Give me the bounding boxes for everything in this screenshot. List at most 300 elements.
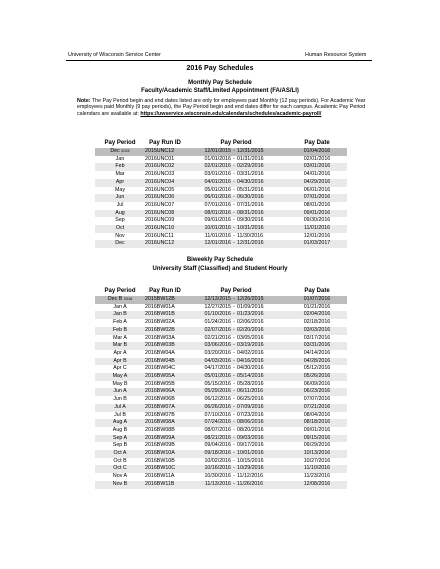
header-rule [66, 60, 372, 61]
table-row [95, 465, 347, 473]
monthly-table [95, 138, 347, 248]
pay-period-cell [95, 442, 145, 450]
pay-date-cell [287, 442, 347, 450]
pay-period-cell [95, 319, 145, 327]
table-row [95, 210, 347, 218]
table-row [95, 327, 347, 335]
range-dash: - [231, 350, 237, 358]
pay-period-cell-text: Nov B [112, 480, 128, 487]
range-dash: - [231, 217, 237, 225]
biweekly-rows [95, 296, 347, 489]
period-end-cell-text: 02/29/2016 [237, 163, 264, 170]
pay-date-cell [287, 465, 347, 473]
pay-period-cell-text: Mar [115, 171, 125, 178]
period-end-cell [237, 148, 287, 156]
pay-date-cell [287, 396, 347, 404]
table-row [95, 419, 347, 427]
pay-period-cell [95, 350, 145, 358]
pay-run-id-cell-text: 2016UNC06 [145, 194, 175, 201]
period-start-cell-text: 02/01/2016 [204, 163, 231, 170]
monthly-subheading: Faculty/Academic Staff/Limited Appointment (FA/AS/LI) [141, 88, 299, 94]
pay-run-id-cell [145, 450, 185, 458]
period-end-cell [237, 335, 287, 343]
table-row [95, 179, 347, 187]
period-end-cell-text: 11/26/2016 [237, 480, 264, 487]
period-end-cell [237, 365, 287, 373]
pay-run-id-cell [145, 427, 185, 435]
pay-run-id-cell [145, 210, 185, 218]
pay-period-cell [95, 202, 145, 210]
period-start-cell [185, 396, 231, 404]
pay-run-id-cell [145, 319, 185, 327]
pay-period-cell-text: Sep B [112, 442, 128, 449]
pay-run-id-cell-text: 2016UNC01 [145, 155, 175, 162]
period-start-cell [185, 458, 231, 466]
pay-date-cell [287, 404, 347, 412]
period-end-cell [237, 187, 287, 195]
pay-period-cell-text: Jun A [113, 388, 127, 395]
pay-period-cell [95, 327, 145, 335]
range-dash: - [231, 240, 237, 248]
table-row [95, 233, 347, 241]
period-end-cell-text: 06/30/2016 [237, 194, 264, 201]
period-start-cell [185, 187, 231, 195]
period-end-cell-text: 12/31/2015 [237, 148, 264, 154]
range-dash: - [231, 179, 237, 187]
pay-run-id-cell [145, 373, 185, 381]
period-start-cell [185, 373, 231, 381]
period-start-cell [185, 163, 231, 171]
table-row [95, 156, 347, 164]
pay-period-cell [95, 233, 145, 241]
pay-period-cell-text: Jul B [114, 411, 126, 418]
table-row [95, 187, 347, 195]
pay-period-cell [95, 450, 145, 458]
pay-run-id-cell [145, 350, 185, 358]
biweekly-table [95, 286, 347, 489]
pay-date-cell-text: 03/01/2016 [303, 163, 331, 170]
period-end-cell-text: 01/09/2016 [237, 303, 264, 310]
period-end-cell [237, 450, 287, 458]
pay-date-cell-text: 03/03/2016 [303, 326, 331, 333]
period-start-cell-text: 12/01/2016 [204, 240, 231, 247]
period-end-cell-text: 09/17/2016 [237, 442, 264, 449]
pay-run-id-cell-text: 2016BW01B [145, 311, 175, 318]
pay-date-cell [287, 304, 347, 312]
period-end-cell [237, 458, 287, 466]
range-dash: - [231, 194, 237, 202]
pay-date-cell [287, 342, 347, 350]
range-dash: - [231, 465, 237, 473]
period-start-cell-text: 11/13/2016 [204, 480, 231, 487]
pay-date-cell-text: 12/08/2016 [303, 480, 331, 487]
pay-run-id-cell [145, 358, 185, 366]
pay-run-id-cell [145, 233, 185, 241]
pay-date-cell [287, 217, 347, 225]
period-start-cell-text: 10/01/2016 [204, 225, 231, 232]
pay-date-cell [287, 179, 347, 187]
pay-date-cell-text: 04/01/2016 [303, 171, 331, 178]
period-start-cell [185, 342, 231, 350]
range-dash: - [231, 233, 237, 241]
pay-run-id-cell-text: 2015BW12B [145, 296, 175, 302]
period-start-cell [185, 225, 231, 233]
range-dash: - [231, 388, 237, 396]
pay-run-id-cell-text: 2016BW10B [145, 457, 175, 464]
table-row [95, 194, 347, 202]
pay-date-cell-text: 12/01/2016 [303, 232, 331, 239]
period-end-cell [237, 225, 287, 233]
period-end-cell-text: 05/14/2016 [237, 373, 264, 380]
pay-period-cell [95, 412, 145, 420]
col-pay-date: Pay Date [304, 288, 330, 294]
period-start-cell-text: 09/01/2016 [204, 217, 231, 224]
pay-run-id-cell [145, 225, 185, 233]
col-pay-period-range: Pay Period [220, 288, 252, 294]
pay-date-cell-text: 06/09/2016 [303, 380, 331, 387]
pay-period-cell [95, 381, 145, 389]
pay-run-id-cell [145, 217, 185, 225]
col-pay-period: Pay Period [104, 288, 136, 294]
monthly-header-row [95, 138, 347, 148]
period-start-cell [185, 350, 231, 358]
pay-period-cell [95, 187, 145, 195]
range-dash: - [231, 435, 237, 443]
range-dash: - [231, 327, 237, 335]
table-row [95, 148, 347, 156]
pay-run-id-cell-text: 2016BW08B [145, 426, 175, 433]
period-end-cell-text: 12/26/2015 [237, 296, 264, 302]
period-end-cell [237, 156, 287, 164]
period-end-cell-text: 11/30/2016 [237, 232, 264, 239]
period-start-cell [185, 156, 231, 164]
period-end-cell [237, 435, 287, 443]
period-end-cell [237, 388, 287, 396]
pay-run-id-cell-text: 2016BW05B [145, 380, 175, 387]
pay-date-cell [287, 388, 347, 396]
pay-date-cell [287, 419, 347, 427]
table-row [95, 396, 347, 404]
period-end-cell [237, 311, 287, 319]
pay-run-id-cell-text: 2016BW09A [145, 434, 175, 441]
pay-run-id-cell [145, 335, 185, 343]
pay-run-id-cell-text: 2016BW08A [145, 419, 175, 426]
pay-run-id-cell [145, 187, 185, 195]
table-row [95, 319, 347, 327]
pay-period-cell-text: Feb B [112, 326, 128, 333]
pay-period-cell [95, 335, 145, 343]
period-start-cell-text: 01/24/2016 [204, 319, 231, 326]
period-end-cell-text: 11/12/2016 [237, 473, 264, 480]
pay-date-cell-text: 08/01/2016 [303, 201, 331, 208]
pay-period-cell-text: Dec [110, 148, 120, 154]
table-row [95, 442, 347, 450]
pay-date-cell-text: 02/04/2016 [303, 311, 331, 318]
pay-run-id-cell [145, 148, 185, 156]
period-end-cell-text: 09/03/2016 [237, 434, 264, 441]
period-end-cell-text: 07/31/2016 [237, 201, 264, 208]
pay-period-cell [95, 311, 145, 319]
period-start-cell [185, 148, 231, 156]
pay-period-cell-text: Mar B [112, 342, 128, 349]
period-start-cell-text: 02/21/2016 [204, 334, 231, 341]
period-end-cell-text: 04/30/2016 [237, 365, 264, 372]
period-start-cell-text: 07/24/2016 [204, 419, 231, 426]
period-start-cell-text: 12/27/2015 [204, 303, 231, 310]
pay-date-cell [287, 327, 347, 335]
table-row [95, 350, 347, 358]
table-row [95, 358, 347, 366]
period-start-cell [185, 319, 231, 327]
pay-period-cell-text: Oct B [113, 457, 127, 464]
pay-run-id-cell-text: 2016UNC11 [145, 232, 174, 239]
pay-run-id-cell-text: 2016BW04B [145, 357, 175, 364]
pay-run-id-cell [145, 342, 185, 350]
period-end-cell [237, 481, 287, 489]
period-start-cell [185, 296, 231, 304]
table-row [95, 450, 347, 458]
pay-run-id-cell-text: 2016BW11A [145, 473, 175, 480]
pay-date-cell-text: 09/01/2016 [303, 426, 331, 433]
pay-run-id-cell-text: 2016BW05A [145, 373, 175, 380]
period-end-cell-text: 09/30/2016 [237, 217, 264, 224]
table-row [95, 296, 347, 304]
period-start-cell [185, 412, 231, 420]
period-end-cell [237, 442, 287, 450]
pay-run-id-cell-text: 2016UNC09 [145, 217, 175, 224]
biweekly-header-row [95, 286, 347, 296]
period-start-cell-text: 05/29/2016 [204, 388, 231, 395]
period-end-cell [237, 319, 287, 327]
pay-period-cell [95, 225, 145, 233]
pay-period-cell [95, 210, 145, 218]
period-end-cell-text: 08/20/2016 [237, 426, 264, 433]
period-end-cell-text: 01/31/2016 [237, 155, 264, 162]
pay-period-cell [95, 163, 145, 171]
period-end-cell-text: 08/31/2016 [237, 209, 264, 216]
pay-period-cell-text: May B [112, 380, 128, 387]
pay-period-cell-text: Aug A [112, 419, 128, 426]
pay-run-id-cell-text: 2016UNC05 [145, 186, 175, 193]
range-dash: - [231, 396, 237, 404]
period-year: 2015 [121, 149, 130, 153]
range-dash: - [231, 404, 237, 412]
pay-run-id-cell [145, 327, 185, 335]
period-end-cell [237, 473, 287, 481]
pay-run-id-cell-text: 2016BW01A [145, 303, 175, 310]
table-row [95, 412, 347, 420]
pay-period-cell-text: Jun B [113, 396, 127, 403]
period-end-cell [237, 358, 287, 366]
range-dash: - [231, 373, 237, 381]
pay-date-cell-text: 01/21/2016 [303, 303, 331, 310]
range-dash: - [231, 381, 237, 389]
period-end-cell [237, 373, 287, 381]
range-dash: - [231, 296, 237, 304]
period-start-cell-text: 02/07/2016 [204, 326, 231, 333]
academic-payroll-link[interactable]: https://uwservice.wisconsin.edu/calendars/schedules/academic-payroll/ [140, 110, 322, 117]
pay-date-cell-text: 04/28/2016 [303, 357, 331, 364]
period-start-cell-text: 03/01/2016 [204, 171, 231, 178]
period-start-cell-text: 05/01/2016 [204, 373, 231, 380]
period-end-cell-text: 07/09/2016 [237, 403, 264, 410]
pay-run-id-cell-text: 2016BW03B [145, 342, 175, 349]
period-start-cell [185, 404, 231, 412]
period-start-cell-text: 04/17/2016 [204, 365, 231, 372]
pay-date-cell [287, 473, 347, 481]
pay-run-id-cell [145, 179, 185, 187]
table-row [95, 458, 347, 466]
pay-run-id-cell [145, 365, 185, 373]
table-row [95, 225, 347, 233]
period-start-cell [185, 442, 231, 450]
period-end-cell-text: 10/01/2016 [237, 450, 264, 457]
pay-period-cell-text: Apr B [113, 357, 127, 364]
range-dash: - [231, 335, 237, 343]
period-end-cell [237, 404, 287, 412]
period-start-cell-text: 10/02/2016 [204, 457, 231, 464]
pay-run-id-cell [145, 442, 185, 450]
col-pay-period: Pay Period [104, 140, 136, 146]
pay-period-cell [95, 358, 145, 366]
pay-period-cell [95, 396, 145, 404]
range-dash: - [231, 311, 237, 319]
pay-run-id-cell-text: 2016UNC02 [145, 163, 175, 170]
pay-date-cell [287, 481, 347, 489]
pay-run-id-cell-text: 2016UNC08 [145, 209, 175, 216]
pay-period-cell [95, 148, 145, 156]
pay-date-cell [287, 148, 347, 156]
pay-date-cell-text: 02/18/2016 [303, 319, 331, 326]
range-dash: - [231, 319, 237, 327]
table-row [95, 381, 347, 389]
pay-date-cell [287, 319, 347, 327]
period-start-cell [185, 217, 231, 225]
period-end-cell [237, 296, 287, 304]
period-start-cell-text: 12/01/2015 [204, 148, 231, 154]
period-end-cell-text: 04/16/2016 [237, 357, 264, 364]
range-dash: - [231, 442, 237, 450]
pay-period-cell-text: Oct [115, 225, 125, 232]
pay-period-cell-text: May [114, 186, 125, 193]
pay-run-id-cell-text: 2016BW06A [145, 388, 175, 395]
period-start-cell [185, 465, 231, 473]
pay-date-cell-text: 05/26/2016 [303, 373, 331, 380]
pay-date-cell [287, 450, 347, 458]
table-row [95, 427, 347, 435]
period-end-cell-text: 10/31/2016 [237, 225, 264, 232]
pay-run-id-cell-text: 2016BW04C [145, 365, 176, 372]
pay-date-cell-text: 03/31/2016 [303, 342, 331, 349]
range-dash: - [231, 427, 237, 435]
pay-period-cell-text: Jan [115, 155, 125, 162]
table-row [95, 163, 347, 171]
pay-run-id-cell [145, 465, 185, 473]
pay-date-cell [287, 335, 347, 343]
period-start-cell [185, 435, 231, 443]
pay-period-cell-text: Oct A [113, 450, 127, 457]
period-start-cell [185, 304, 231, 312]
pay-date-cell [287, 435, 347, 443]
period-start-cell-text: 04/03/2016 [204, 357, 231, 364]
period-start-cell-text: 11/01/2016 [204, 232, 231, 239]
period-end-cell-text: 06/25/2016 [237, 396, 264, 403]
period-start-cell [185, 327, 231, 335]
pay-period-cell-text: Dec B [107, 296, 123, 302]
pay-period-cell-text: Jul [116, 201, 124, 208]
period-start-cell [185, 311, 231, 319]
period-start-cell [185, 450, 231, 458]
pay-run-id-cell [145, 458, 185, 466]
pay-run-id-cell [145, 435, 185, 443]
pay-run-id-cell [145, 381, 185, 389]
pay-period-cell-text: Nov [115, 232, 125, 239]
pay-run-id-cell-text: 2016UNC04 [145, 178, 175, 185]
pay-date-cell [287, 163, 347, 171]
pay-date-cell-text: 05/12/2016 [303, 365, 331, 372]
pay-date-cell-text: 04/14/2016 [303, 349, 331, 356]
pay-date-cell-text: 09/01/2016 [303, 209, 331, 216]
period-start-cell-text: 12/13/2015 [204, 296, 231, 302]
pay-run-id-cell-text: 2016UNC03 [145, 171, 175, 178]
pay-run-id-cell [145, 171, 185, 179]
period-end-cell-text: 04/02/2016 [237, 349, 264, 356]
pay-date-cell [287, 233, 347, 241]
period-end-cell-text: 01/23/2016 [237, 311, 264, 318]
table-row [95, 435, 347, 443]
pay-period-cell-text: Jun [115, 194, 125, 201]
pay-date-cell [287, 458, 347, 466]
pay-run-id-cell [145, 296, 185, 304]
pay-date-cell [287, 194, 347, 202]
period-start-cell [185, 365, 231, 373]
pay-run-id-cell-text: 2016BW02A [145, 319, 175, 326]
pay-period-cell-text: Aug [115, 209, 125, 216]
pay-run-id-cell-text: 2016BW10A [145, 450, 175, 457]
period-start-cell-text: 03/20/2016 [204, 349, 231, 356]
pay-run-id-cell [145, 156, 185, 164]
pay-run-id-cell-text: 2016BW11B [145, 480, 175, 487]
pay-date-cell [287, 350, 347, 358]
pay-run-id-cell [145, 412, 185, 420]
pay-run-id-cell [145, 194, 185, 202]
period-end-cell [237, 217, 287, 225]
pay-run-id-cell-text: 2016BW07A [145, 403, 175, 410]
pay-period-cell-text: Feb [115, 163, 125, 170]
period-end-cell-text: 05/28/2016 [237, 380, 264, 387]
table-row [95, 311, 347, 319]
period-start-cell-text: 06/01/2016 [204, 194, 231, 201]
pay-date-cell-text: 06/01/2016 [303, 186, 331, 193]
range-dash: - [231, 225, 237, 233]
pay-period-cell-text: Feb A [113, 319, 127, 326]
pay-period-cell [95, 465, 145, 473]
pay-run-id-cell [145, 311, 185, 319]
period-year: 2016 [123, 297, 133, 301]
pay-date-cell [287, 210, 347, 218]
period-end-cell-text: 03/19/2016 [237, 342, 264, 349]
pay-period-cell-text: Oct C [113, 465, 127, 472]
pay-period-cell-text: Jul A [114, 403, 126, 410]
pay-date-cell-text: 02/01/2016 [303, 155, 331, 162]
range-dash: - [231, 304, 237, 312]
page-title: 2016 Pay Schedules [186, 65, 254, 72]
range-dash: - [231, 210, 237, 218]
pay-run-id-cell-text: 2016BW09B [145, 442, 175, 449]
pay-period-cell-text: Mar A [113, 334, 127, 341]
period-start-cell [185, 240, 231, 248]
period-start-cell [185, 171, 231, 179]
